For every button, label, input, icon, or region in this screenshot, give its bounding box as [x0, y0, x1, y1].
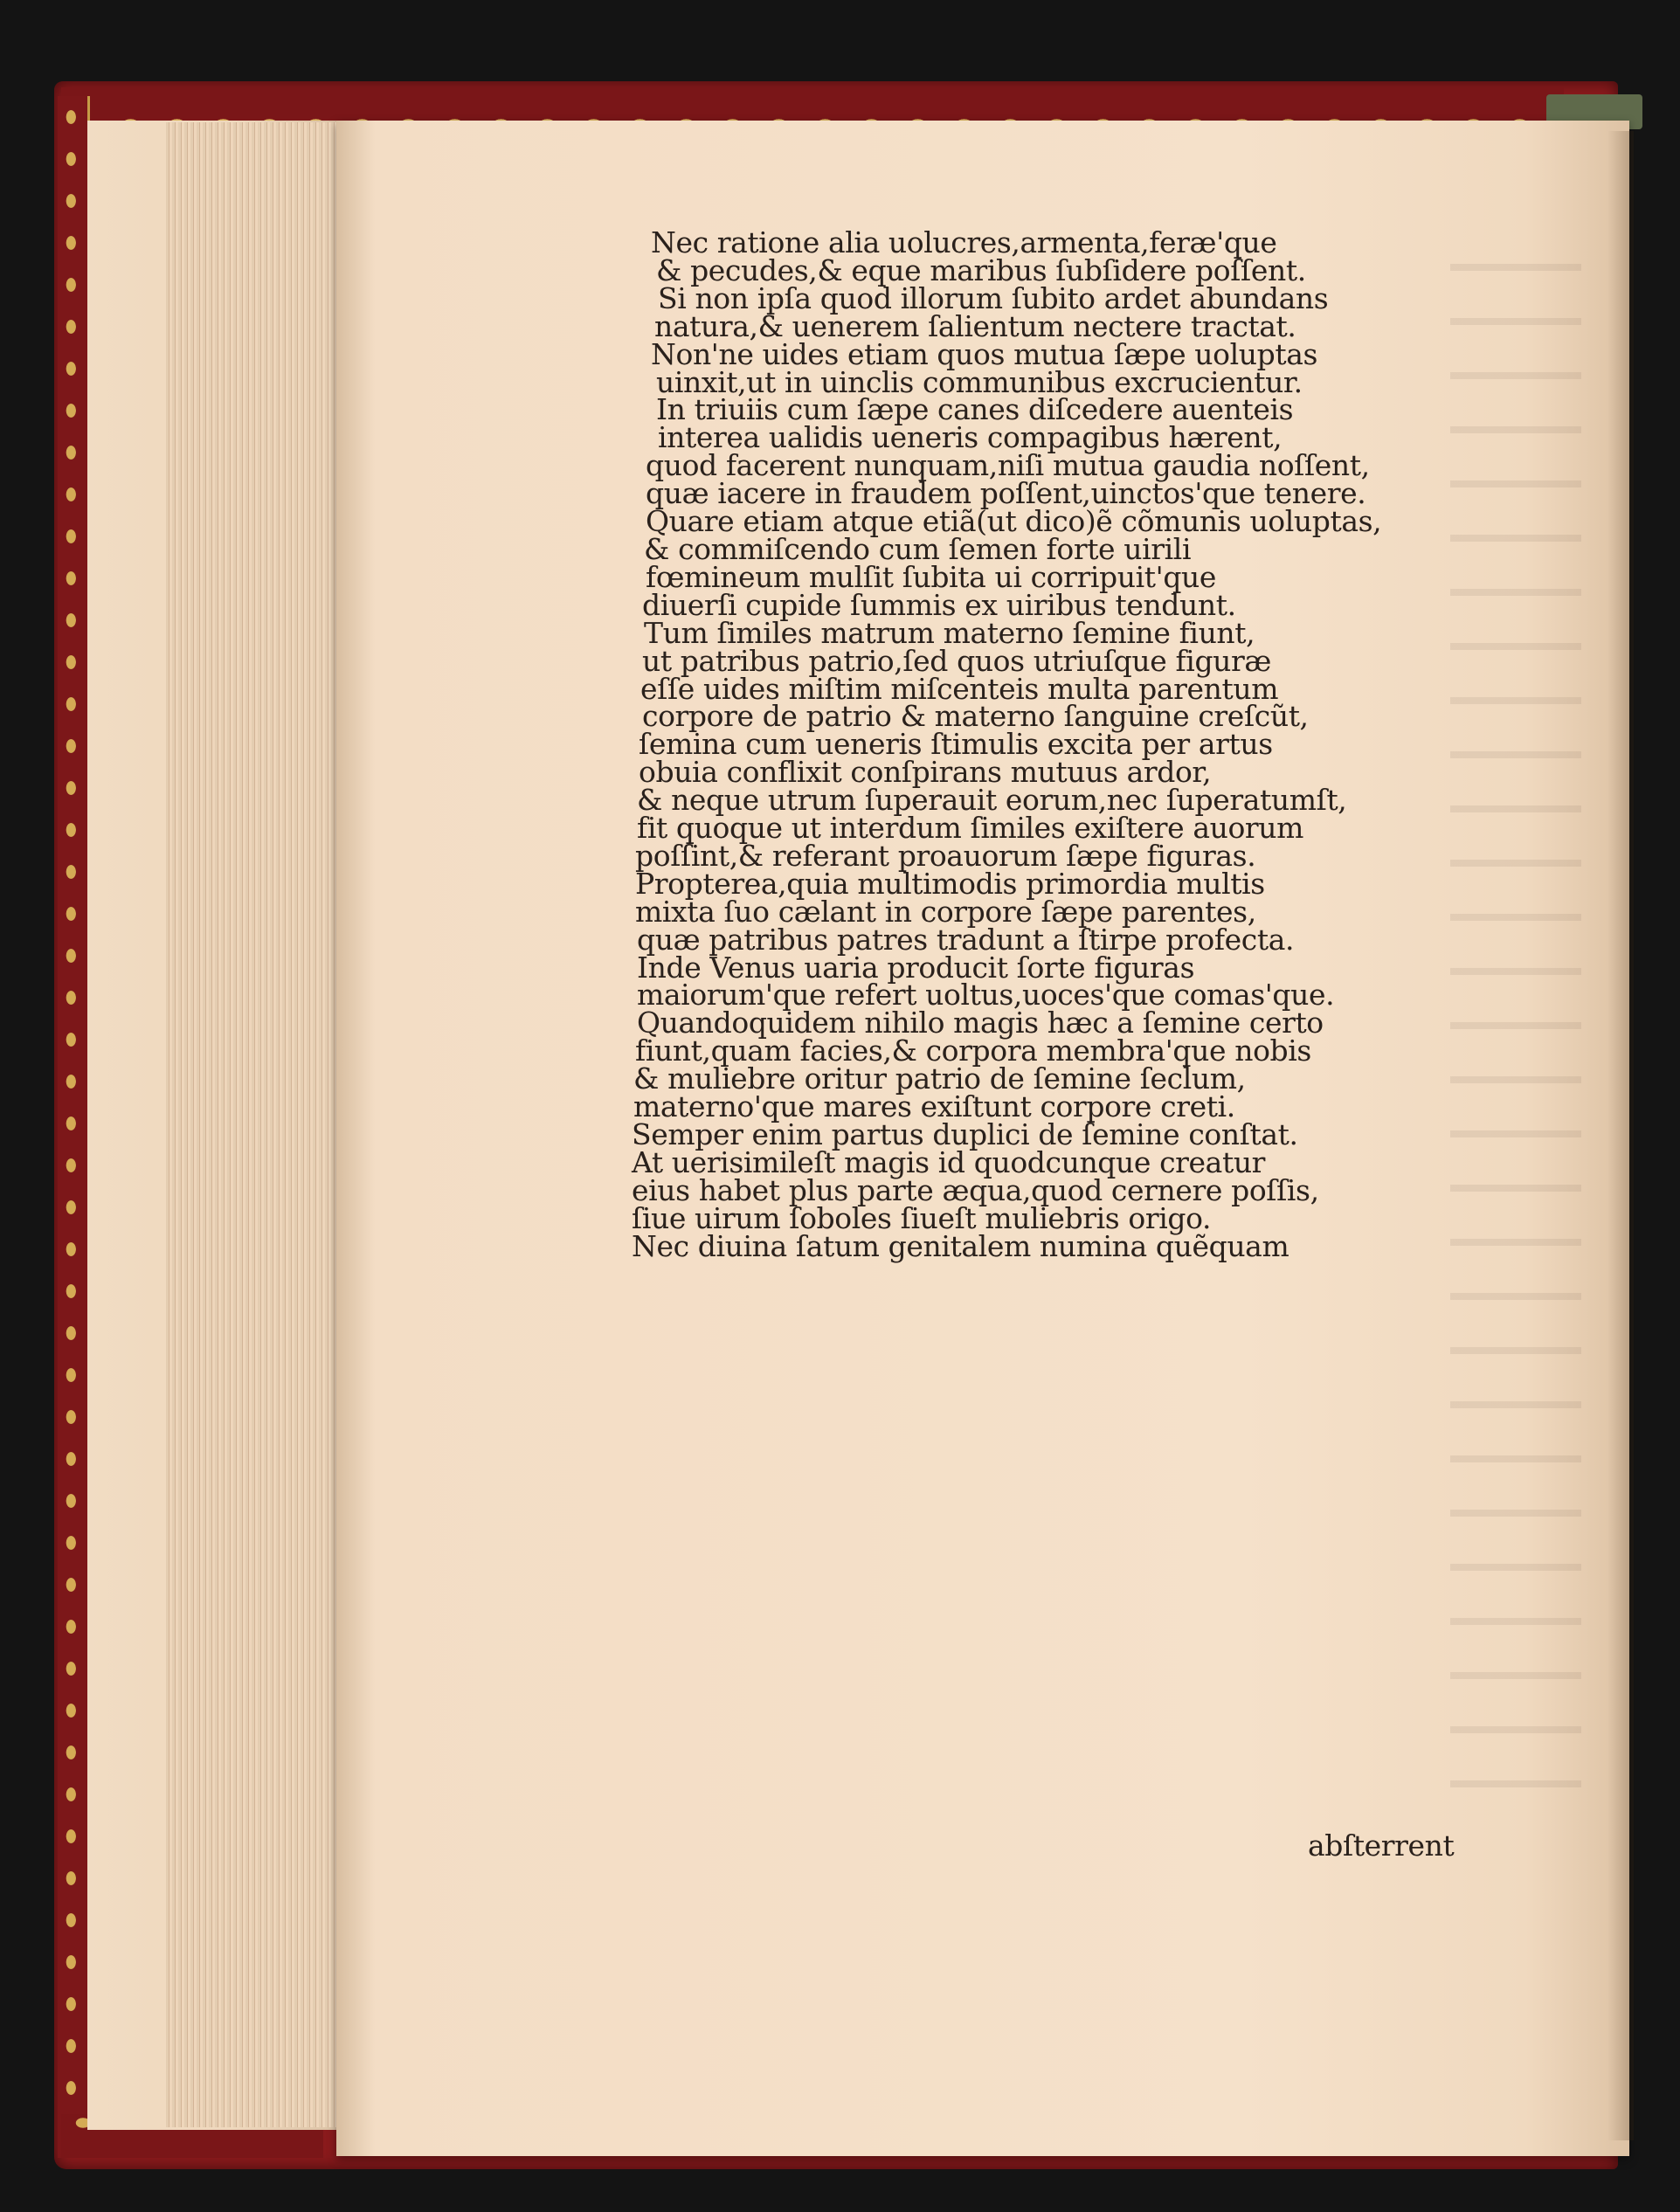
- verse-line: In triuiis cum ſæpe canes diſcedere auenteis: [656, 392, 1294, 427]
- verse-line: corpore de patrio & materno ſanguine creſcũt,: [642, 699, 1309, 734]
- verse-line: maiorum'que refert uoltus,uoces'que comas'que.: [637, 978, 1335, 1013]
- verse-line: eius habet plus parte æqua,quod cernere poſſis,: [632, 1172, 1319, 1207]
- verse-line: & neque utrum ſuperauit eorum,nec ſuperatumſt,: [637, 783, 1347, 818]
- catchword: abſterrent: [1308, 1828, 1455, 1863]
- verse-line: Quare etiam atque etiã(ut dico)ẽ cõmunis uoluptas,: [646, 504, 1382, 539]
- verse-line: Tum ſimiles matrum materno ſemine fiunt,: [644, 615, 1255, 650]
- verse-line: fiunt,quam facies,& corpora membra'que nobis: [635, 1033, 1311, 1068]
- verse-line: Semper enim partus duplici de ſemine conſtat.: [632, 1117, 1298, 1151]
- verse-line: eſſe uides miſtim miſcenteis multa parentum: [640, 671, 1279, 706]
- verse-line: poſſint,& referant proauorum ſæpe figuras.: [635, 838, 1256, 873]
- verse-line: At uerisimileſt magis id quodcunque creatur: [632, 1144, 1266, 1179]
- verse-line: fœmineum mulſit ſubita ui corripuit'que: [646, 559, 1217, 594]
- verse-line: ſiue uirum ſoboles ſiueſt muliebris origo.: [632, 1200, 1212, 1235]
- poem-text-block: [632, 225, 1612, 1889]
- verse-line: & muliebre oritur patrio de ſemine ſeclum,: [633, 1061, 1246, 1096]
- verse-line: quæ patribus patres tradunt a ſtirpe profecta.: [637, 922, 1295, 957]
- verse-line: ſemina cum ueneris ſtimulis excita per artus: [639, 727, 1273, 762]
- verse-line: fit quoque ut interdum ſimiles exiſtere auorum: [637, 811, 1304, 846]
- verse-line: quæ iacere in fraudem poſſent,uinctos'que tenere.: [646, 476, 1366, 511]
- verse-line: & pecudes,& eque maribus ſubſidere poſſent.: [656, 252, 1306, 287]
- verse-line: Si non ipſa quod illorum ſubito ardet abundans: [658, 280, 1329, 315]
- verse-line: obuia conflixit conſpirans mutuus ardor,: [639, 755, 1212, 790]
- verse-line: diuerſi cupide ſummis ex uiribus tendunt.: [642, 587, 1236, 622]
- verse-line: Nec ratione alia uolucres,armenta,feræ'que: [651, 225, 1277, 259]
- gilt-border-left: [58, 96, 90, 2158]
- verse-line: quod facerent nunquam,niſi mutua gaudia noſſent,: [646, 448, 1370, 483]
- verse-line: Quandoquidem nihilo magis hæc a ſemine certo: [637, 1006, 1324, 1040]
- verse-line: mixta ſuo cælant in corpore ſæpe parentes,: [635, 894, 1256, 929]
- verse-line: uinxit,ut in uinclis communibus excrucientur.: [656, 364, 1303, 399]
- verse-line: natura,& uenerem ſalientum nectere tractat.: [654, 308, 1296, 343]
- verse-line: ut patribus patrio,ſed quos utriuſque figuræ: [642, 643, 1272, 678]
- page-edges: [166, 122, 336, 2127]
- verse-line: Nec diuina ſatum genitalem numina quẽquam: [632, 1228, 1289, 1263]
- verse-line: Inde Venus uaria producit ſorte figuras: [637, 950, 1195, 985]
- verse-line: Propterea,quia multimodis primordia multis: [635, 866, 1265, 901]
- verse-line: materno'que mares exiſtunt corpore creti.: [633, 1089, 1235, 1124]
- verse-line: Non'ne uides etiam quos mutua ſæpe uoluptas: [651, 336, 1318, 371]
- verse-line: interea ualidis ueneris compagibus hærent,: [658, 420, 1282, 455]
- verse-line: & commiſcendo cum ſemen forte uirili: [644, 531, 1192, 566]
